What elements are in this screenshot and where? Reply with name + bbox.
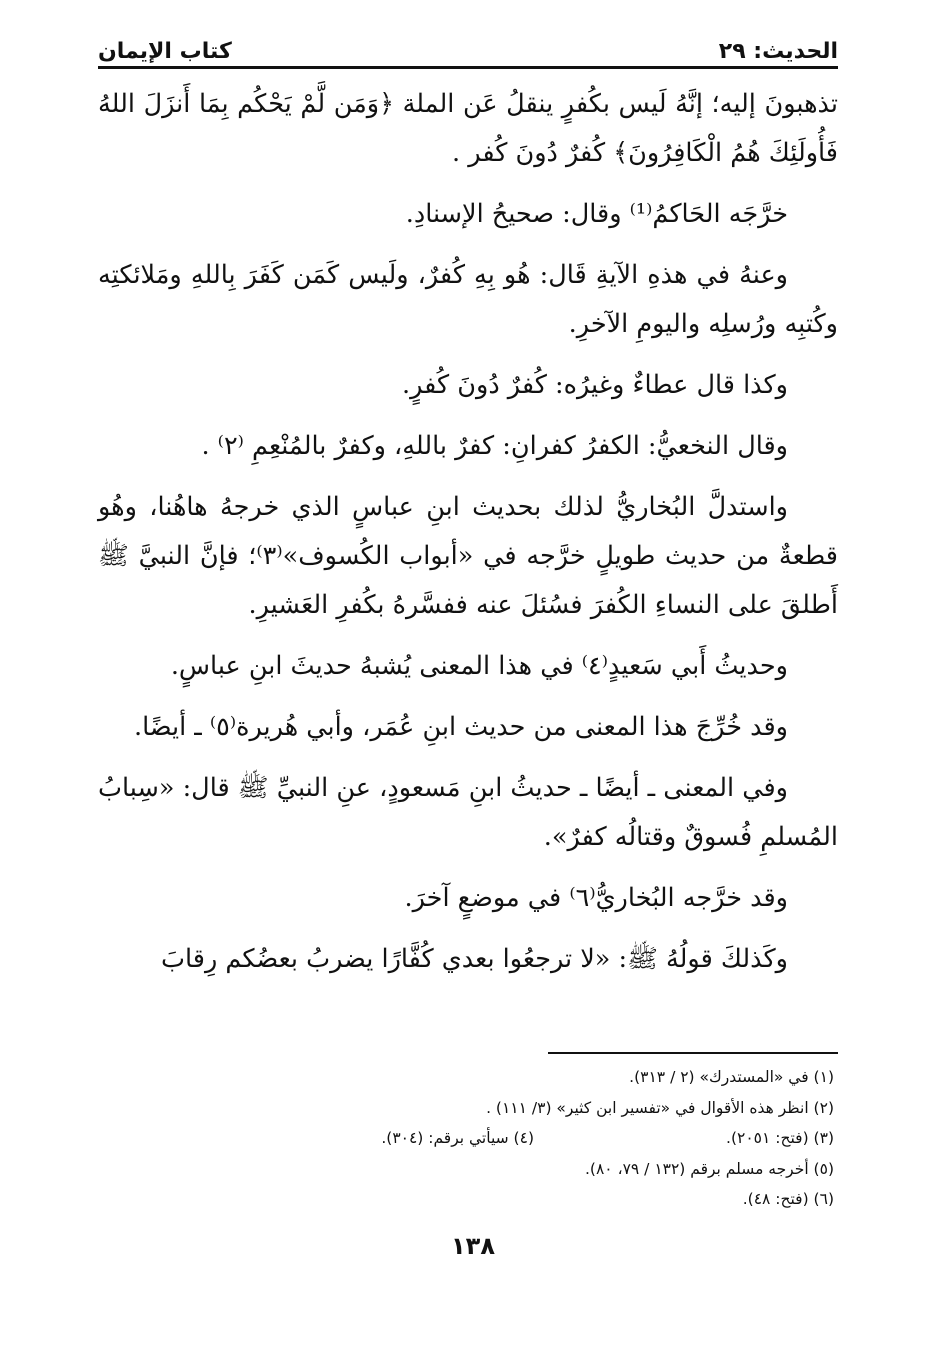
paragraph: وكذا قال عطاءٌ وغيرُه: كُفرٌ دُونَ كُفرٍ.	[401, 370, 788, 400]
paragraph: خرَّجَه الحَاكمُ⁽¹⁾ وقال: صحيحُ الإسنادِ.	[405, 199, 788, 229]
paragraph: وكَذلكَ قولُهُ ﷺ: «لا ترجعُوا بعدي كُفَّارًا يضربُ بعضُكم رِقابَ	[161, 944, 788, 974]
footnote-rule	[548, 1052, 838, 1054]
footnote: (٦) (فتح: ٤٨).	[742, 1190, 834, 1208]
footnote-row	[98, 1123, 834, 1154]
body-text	[98, 80, 838, 984]
paragraph: وقد خُرِّجَ هذا المعنى من حديث ابنِ عُمَر، وأبي هُريرة⁽٥⁾ ـ أيضًا.	[134, 712, 788, 742]
footnote: (٢) انظر هذه الأقوال في «تفسير ابن كثير» (٣/ ١١١) .	[486, 1098, 834, 1117]
hadith-number: الحديث: ٢٩	[718, 39, 838, 64]
paragraph: واستدلَّ البُخاريُّ لذلك بحديث ابنِ عباسٍ الذي خرجهُ هاهُنا، وهُو قطعةٌ من حديث طويلٍ خرَّجه في «أبواب الكُسوف»⁽٣⁾؛ فإنَّ النبيَّ ﷺ أَطلقَ على النساءِ الكُفرَ فسُئلَ عنه ففسَّرهُ بكُفرِ العَشيرِ.	[98, 492, 838, 620]
paragraph: وعنهُ في هذهِ الآيةِ قَال: هُو بِهِ كُفرٌ، ولَيس كَمَن كَفَرَ بِاللهِ ومَلائكتِه وكُتبِه ورُسلِه واليومِ الآخرِ.	[98, 260, 838, 339]
footnote: (٤) سيأتي برقم: (٣٠٤).	[381, 1129, 534, 1147]
paragraph: وفي المعنى ـ أيضًا ـ حديثُ ابنِ مَسعودٍ، عنِ النبيِّ ﷺ قال: «سِبابُ المُسلمِ فُسوقٌ وقتالُه كفرٌ».	[98, 773, 838, 852]
footnote: (٥) أخرجه مسلم برقم (١٣٢ / ٧٩، ٨٠).	[585, 1159, 834, 1178]
header-rule	[98, 66, 838, 69]
paragraph: تذهبونَ إليه؛ إنَّهُ لَيس بكُفرٍ ينقلُ عَن الملة ﴿وَمَن لَّمْ يَحْكُم بِمَا أَنزَلَ اللهُ فَأُولَئِكَ هُمُ الْكَافِرُونَ﴾ كُفرٌ دُونَ كُفر .	[98, 89, 838, 168]
paragraph: وقد خرَّجه البُخاريُّ⁽٦⁾ في موضعٍ آخرَ.	[404, 883, 788, 913]
page-number: ١٣٨	[451, 1232, 495, 1260]
paragraph: وقال النخعيُّ: الكفرُ كفرانِ: كفرٌ باللهِ، وكفرٌ بالمُنْعِمِ ⁽٢⁾ .	[201, 431, 788, 461]
running-header	[98, 28, 838, 64]
footnotes	[98, 1062, 834, 1215]
paragraph: وحديثُ أَبي سَعيدٍ⁽٤⁾ في هذا المعنى يُشبهُ حديثَ ابنِ عباسٍ.	[170, 651, 788, 681]
book-title: كتاب الإيمان	[98, 39, 232, 64]
footnote: (٣) (فتح: ٢٠٥١).	[726, 1129, 834, 1147]
footnote: (١) في «المستدرك» (٢ / ٣١٣).	[629, 1068, 834, 1086]
